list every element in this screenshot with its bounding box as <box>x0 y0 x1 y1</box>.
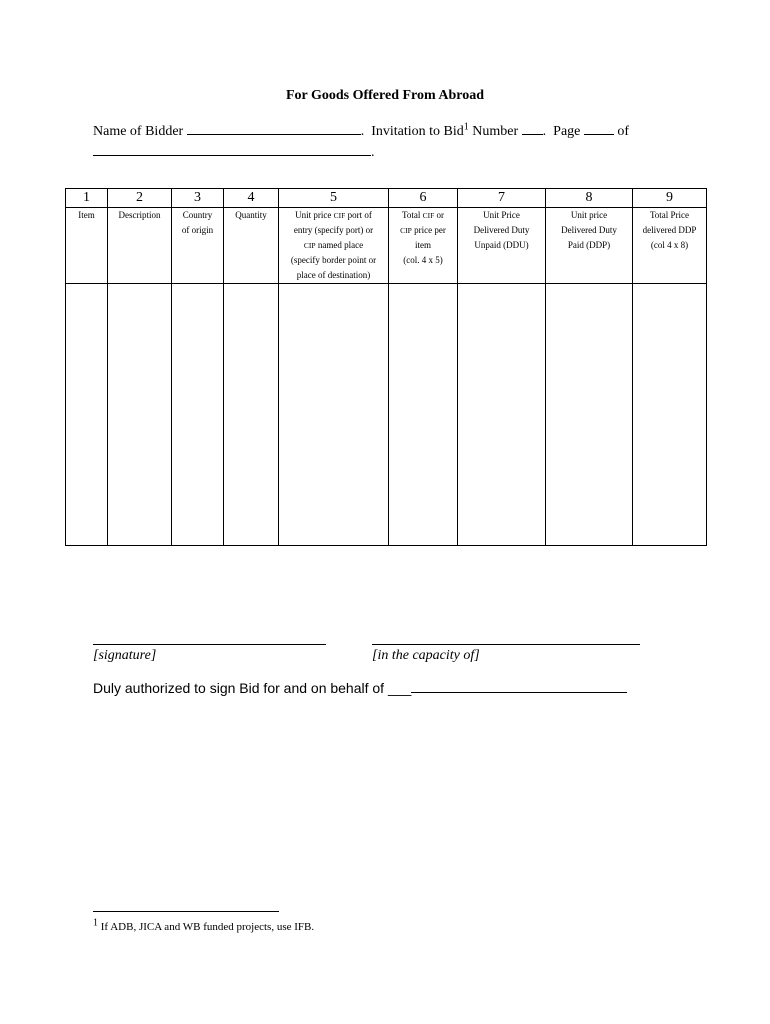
entry-cell-unit-price-cif[interactable] <box>279 284 389 546</box>
footnote-separator <box>93 911 279 912</box>
footnote-reference: 1 <box>463 121 469 133</box>
of-label: of <box>617 124 630 139</box>
header-unit-price-ddp: Unit price Delivered Duty Paid (DDP) <box>546 208 633 284</box>
column-number: 7 <box>458 189 546 208</box>
authorization-text: Duly authorized to sign Bid for and on behalf of ___ <box>93 680 412 696</box>
table-entry-row <box>66 284 707 546</box>
footnote <box>93 917 315 933</box>
total-pages-line: . <box>93 143 375 161</box>
column-header-row <box>66 208 707 284</box>
number-label: Number <box>472 124 519 139</box>
column-number: 3 <box>172 189 224 208</box>
signature-line[interactable] <box>93 644 326 645</box>
entry-cell-unit-price-ddu[interactable] <box>458 284 546 546</box>
authorization-line <box>93 680 627 696</box>
signature-label: [signature] <box>93 648 157 663</box>
column-number: 9 <box>633 189 707 208</box>
column-number: 8 <box>546 189 633 208</box>
entry-cell-quantity[interactable] <box>224 284 279 546</box>
header-unit-price-ddu: Unit Price Delivered Duty Unpaid (DDU) <box>458 208 546 284</box>
price-schedule-table <box>65 188 707 546</box>
footnote-text: If ADB, JICA and WB funded projects, use IFB. <box>98 921 315 933</box>
entry-cell-total-cif[interactable] <box>389 284 458 546</box>
entry-cell-item[interactable] <box>66 284 108 546</box>
page-number-field[interactable] <box>584 122 614 135</box>
header-quantity: Quantity <box>224 208 279 284</box>
bid-number-field[interactable] <box>522 122 543 135</box>
bidder-name-field[interactable] <box>187 122 361 135</box>
column-number: 2 <box>108 189 172 208</box>
invitation-label: Invitation to Bid <box>371 124 464 139</box>
capacity-line[interactable] <box>372 644 640 645</box>
entry-cell-description[interactable] <box>108 284 172 546</box>
footnote-marker: 1 <box>93 917 98 929</box>
bidder-name-label: Name of Bidder <box>93 124 184 139</box>
entry-cell-total-price-ddp[interactable] <box>633 284 707 546</box>
header-unit-price-cif: Unit price CIF port of entry (specify port) or CIP named place (specify border point or place of destination) <box>279 208 389 284</box>
entry-cell-unit-price-ddp[interactable] <box>546 284 633 546</box>
header-country-of-origin: Country of origin <box>172 208 224 284</box>
column-number: 5 <box>279 189 389 208</box>
header-description: Description <box>108 208 172 284</box>
column-number: 6 <box>389 189 458 208</box>
column-number: 1 <box>66 189 108 208</box>
on-behalf-of-field[interactable] <box>411 680 627 693</box>
entry-cell-country[interactable] <box>172 284 224 546</box>
header-item: Item <box>66 208 108 284</box>
total-pages-field[interactable] <box>93 143 371 156</box>
column-number-row <box>66 189 707 208</box>
bidder-info-line: Name of Bidder . Invitation to Bid$^1$ Number . Page of <box>93 121 630 139</box>
header-total-cif-price: Total CIF or CIP price per item (col. 4 x 5) <box>389 208 458 284</box>
capacity-label: [in the capacity of] <box>372 648 480 663</box>
column-number: 4 <box>224 189 279 208</box>
page-label: Page <box>553 124 581 139</box>
form-title: For Goods Offered From Abroad <box>285 88 485 103</box>
header-total-price-ddp: Total Price delivered DDP (col 4 x 8) <box>633 208 707 284</box>
